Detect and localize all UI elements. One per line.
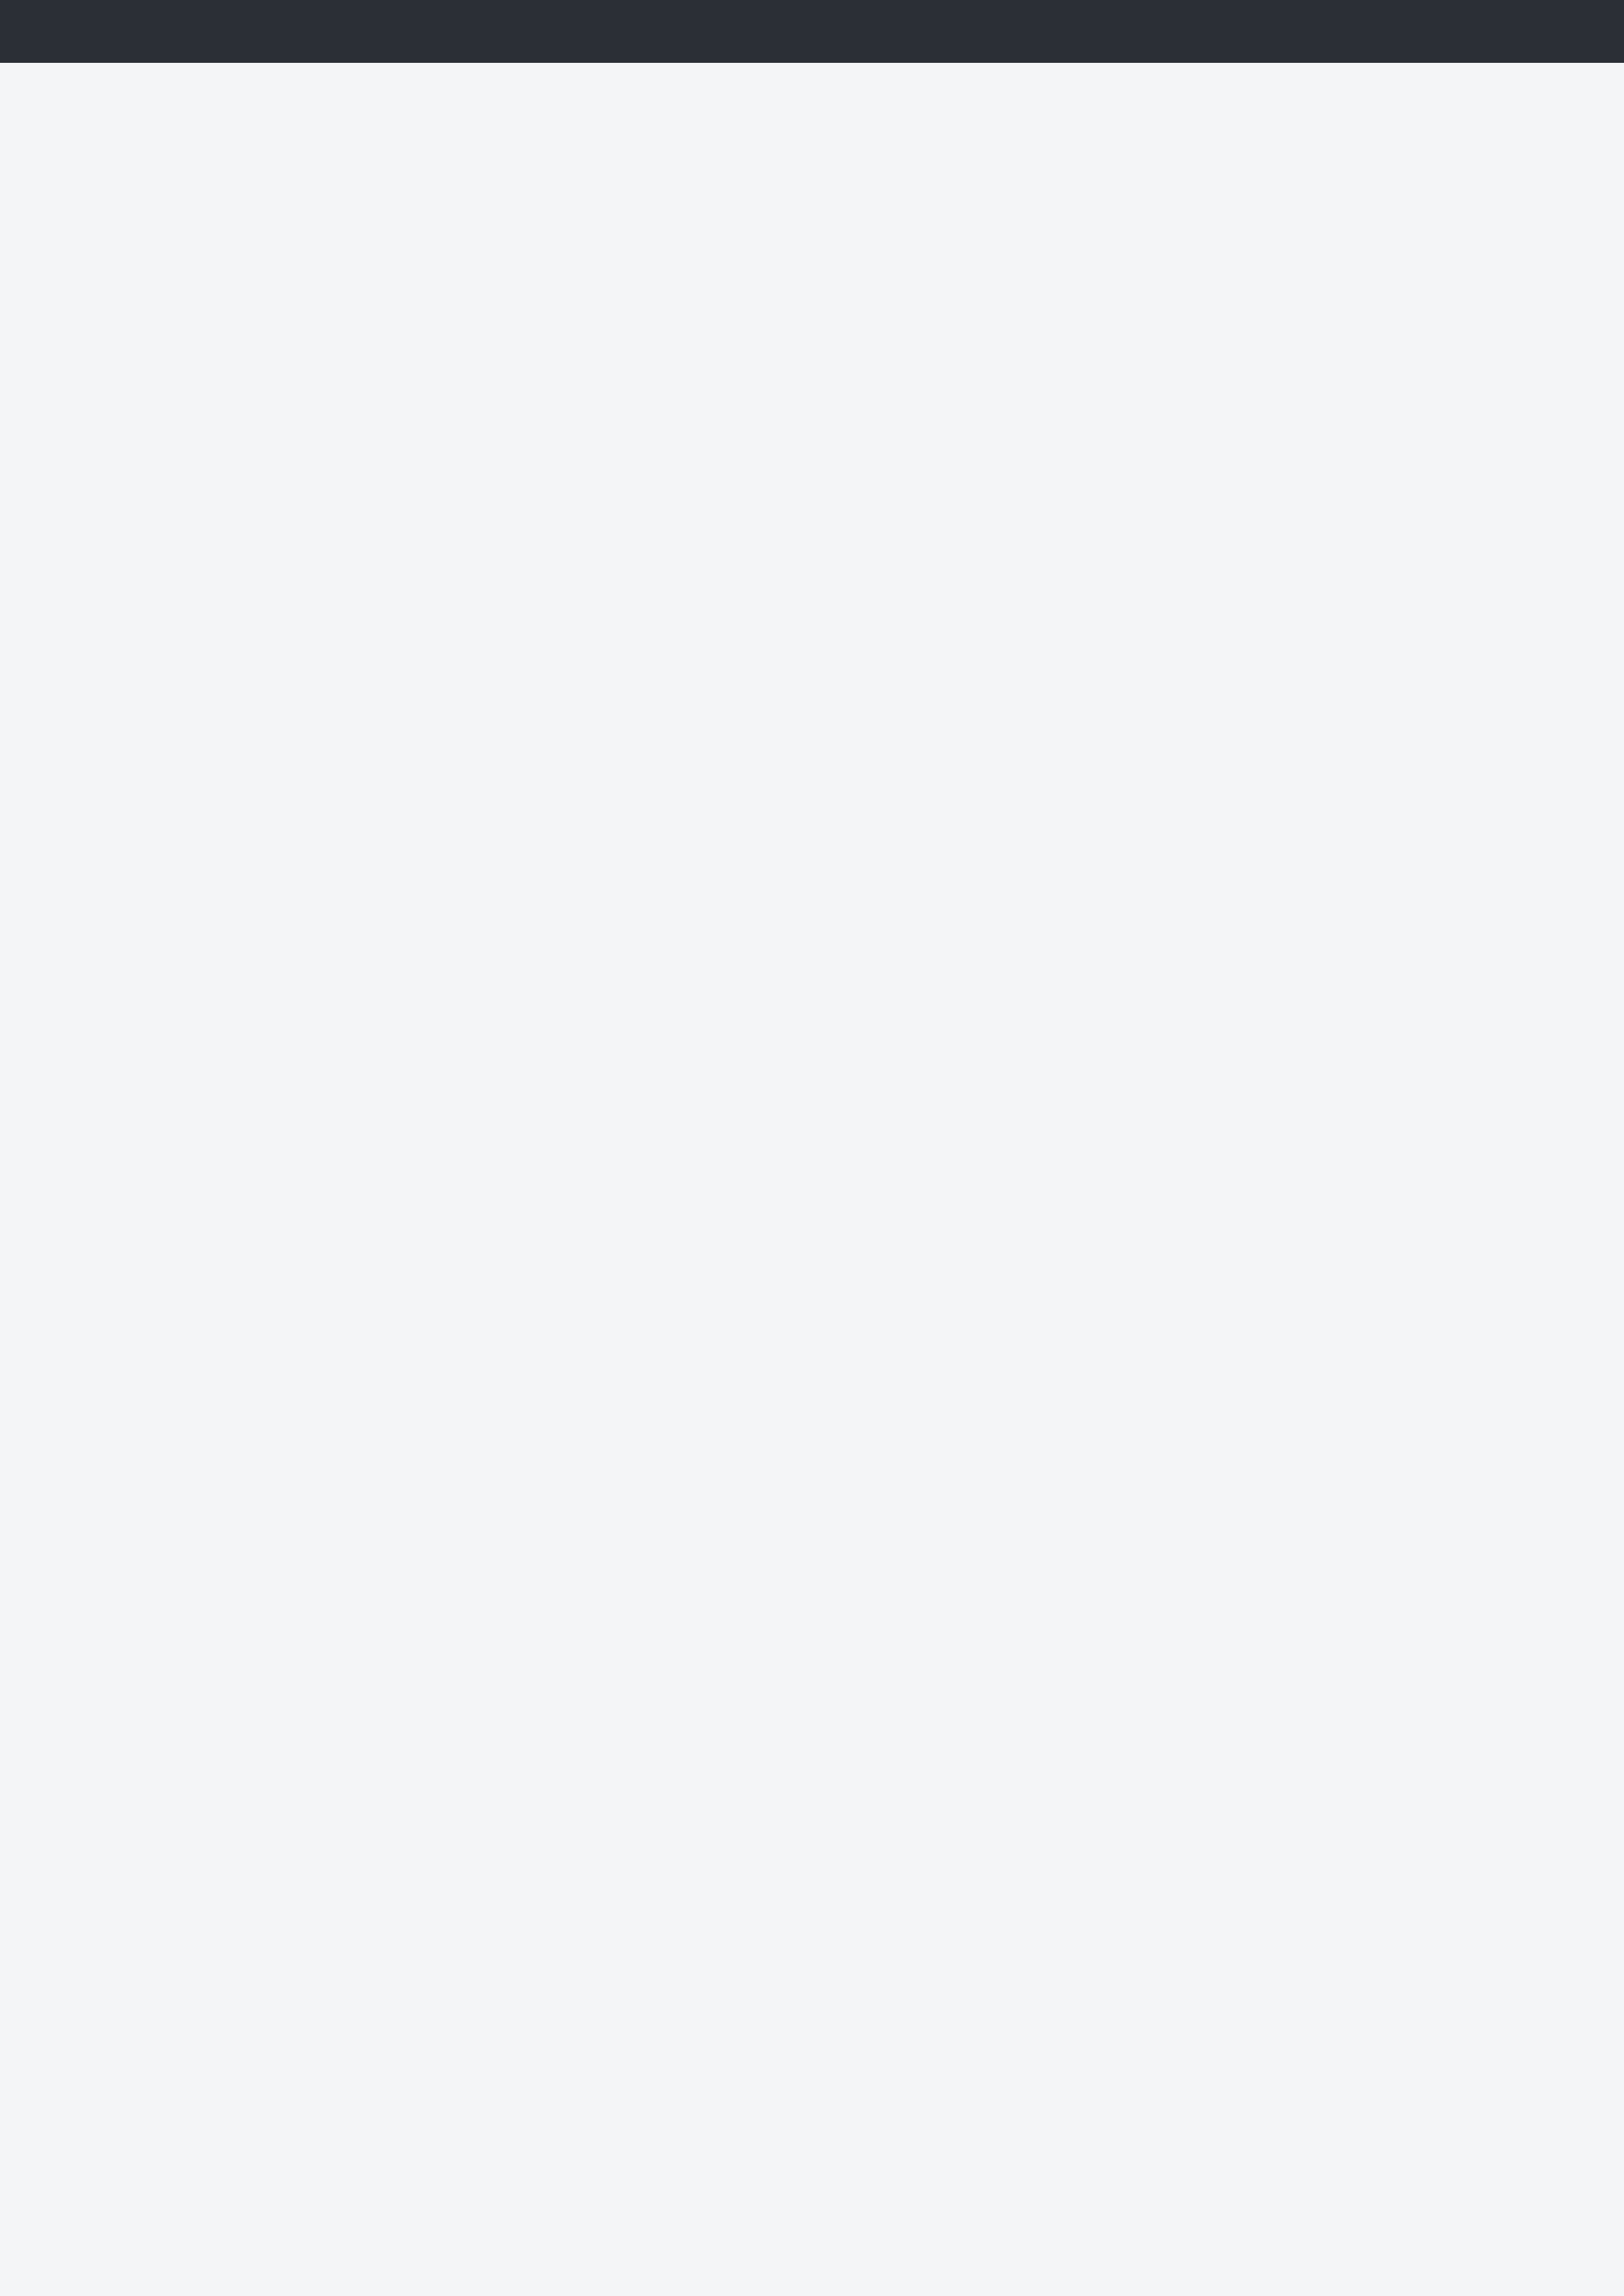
main-content bbox=[0, 63, 1624, 2296]
window-titlebar bbox=[0, 0, 1624, 63]
